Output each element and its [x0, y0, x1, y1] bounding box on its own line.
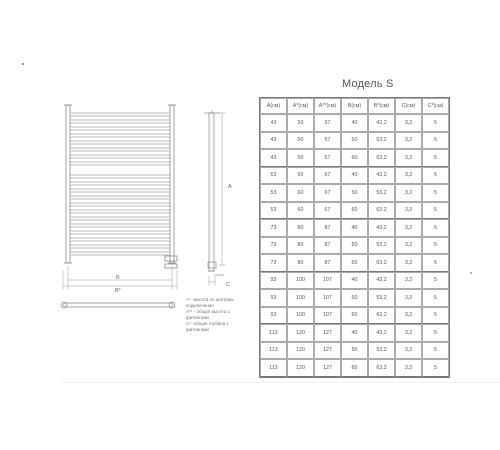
table-row — [260, 219, 449, 237]
rail-bar — [70, 141, 170, 144]
table-cell: 107 — [314, 272, 341, 290]
table-cell: 100 — [287, 289, 314, 307]
table-cell: 60 — [341, 254, 368, 272]
rail-bar — [70, 148, 170, 151]
table-cell: 40 — [341, 167, 368, 185]
table-cell: 63,2 — [368, 254, 395, 272]
top-view — [61, 302, 175, 308]
table-cell: 3,2 — [395, 167, 422, 185]
table-row — [260, 114, 449, 132]
note-line: фитингами — [186, 315, 209, 320]
table-cell: 50 — [341, 184, 368, 202]
table-cell: 80 — [287, 237, 314, 255]
table-cell: 60 — [287, 184, 314, 202]
table-row — [260, 342, 449, 360]
table-cell: 5 — [422, 114, 449, 132]
left-rail — [66, 105, 70, 263]
table-cell: 127 — [314, 324, 341, 342]
rail-bar — [70, 203, 170, 206]
note-line: A** - общая высота с — [186, 309, 230, 314]
note-line: A* -высота по центрам — [186, 297, 234, 302]
table-row — [260, 167, 449, 185]
note-line: подключения — [186, 303, 214, 308]
rail-bar — [70, 120, 170, 123]
table-cell: 60 — [341, 359, 368, 377]
table-cell: 87 — [314, 219, 341, 237]
table-cell: 5 — [422, 202, 449, 220]
table-cell: 5 — [422, 149, 449, 167]
table-cell: 50 — [341, 237, 368, 255]
dimension-b-star-label: B* — [115, 288, 121, 294]
dimension-a-label: A — [228, 184, 232, 190]
table-cell: 5 — [422, 184, 449, 202]
table-cell: 5 — [422, 132, 449, 150]
rail-bar — [70, 224, 170, 227]
table-cell: 53,2 — [368, 289, 395, 307]
table-row — [260, 149, 449, 167]
table-cell: 93 — [260, 307, 287, 325]
table-cell: 3,2 — [395, 114, 422, 132]
table-cell: 57 — [314, 114, 341, 132]
table-cell: 113 — [260, 359, 287, 377]
table-cell: 57 — [314, 149, 341, 167]
table-cell: 3,2 — [395, 132, 422, 150]
rail-bar — [70, 175, 170, 178]
table-cell: 73 — [260, 254, 287, 272]
table-cell: 127 — [314, 342, 341, 360]
table-cell: 40 — [341, 114, 368, 132]
table-cell: 80 — [287, 219, 314, 237]
table-cell: 5 — [422, 342, 449, 360]
table-cell: 80 — [287, 254, 314, 272]
table-cell: 3,2 — [395, 184, 422, 202]
table-cell: 43,2 — [368, 167, 395, 185]
rail-bar — [70, 210, 170, 213]
table-row — [260, 289, 449, 307]
right-rail — [170, 105, 174, 263]
table-row — [260, 184, 449, 202]
spec-table — [259, 97, 450, 378]
table-cell: 53 — [260, 167, 287, 185]
table-cell: 93 — [260, 289, 287, 307]
table-header-row — [260, 98, 449, 114]
table-cell: 120 — [287, 342, 314, 360]
rail-bar — [70, 134, 170, 137]
rail-bar — [70, 196, 170, 199]
table-cell: 3,2 — [395, 359, 422, 377]
table-cell: 100 — [287, 307, 314, 325]
table-cell: 5 — [422, 237, 449, 255]
table-cell: 43 — [260, 114, 287, 132]
rail-bar — [70, 182, 170, 185]
table-row — [260, 202, 449, 220]
column-header: A*(см) — [287, 98, 314, 114]
table-cell: 5 — [422, 289, 449, 307]
table-cell: 5 — [422, 324, 449, 342]
table-cell: 63,2 — [368, 202, 395, 220]
column-header: B(см) — [341, 98, 368, 114]
column-header: C(см) — [395, 98, 422, 114]
table-cell: 73 — [260, 219, 287, 237]
table-cell: 53,2 — [368, 237, 395, 255]
table-cell: 53 — [260, 202, 287, 220]
table-cell: 87 — [314, 237, 341, 255]
table-row — [260, 359, 449, 377]
table-cell: 43 — [260, 132, 287, 150]
table-cell: 57 — [314, 132, 341, 150]
table-cell: 3,2 — [395, 219, 422, 237]
table-cell: 53,2 — [368, 184, 395, 202]
table-cell: 127 — [314, 359, 341, 377]
table-cell: 60 — [341, 149, 368, 167]
table-cell: 3,2 — [395, 254, 422, 272]
table-cell: 50 — [287, 149, 314, 167]
rail-bar — [70, 238, 170, 241]
column-header: A**(см) — [314, 98, 341, 114]
table-cell: 43,2 — [368, 324, 395, 342]
rail-bar — [70, 127, 170, 130]
table-cell: 67 — [314, 167, 341, 185]
table-cell: 93 — [260, 272, 287, 290]
table-cell: 40 — [341, 324, 368, 342]
table-cell: 60 — [341, 202, 368, 220]
table-cell: 50 — [341, 132, 368, 150]
table-cell: 43 — [260, 149, 287, 167]
table-cell: 40 — [341, 219, 368, 237]
table-cell: 120 — [287, 324, 314, 342]
table-cell: 5 — [422, 307, 449, 325]
table-cell: 5 — [422, 272, 449, 290]
table-cell: 63,2 — [368, 307, 395, 325]
table-cell: 63,2 — [368, 149, 395, 167]
table-cell: 43,2 — [368, 272, 395, 290]
table-cell: 50 — [287, 114, 314, 132]
table-cell: 87 — [314, 254, 341, 272]
table-cell: 3,2 — [395, 307, 422, 325]
rail-bar — [70, 245, 170, 248]
table-cell: 3,2 — [395, 237, 422, 255]
table-cell: 43,2 — [368, 114, 395, 132]
dimension-notes — [186, 297, 264, 333]
rail-bar — [70, 162, 170, 165]
table-cell: 67 — [314, 202, 341, 220]
table-cell: 50 — [287, 132, 314, 150]
column-header: B*(см) — [368, 98, 395, 114]
table-cell: 60 — [341, 307, 368, 325]
table-cell: 50 — [341, 342, 368, 360]
table-cell: 53 — [260, 184, 287, 202]
table-cell: 3,2 — [395, 202, 422, 220]
table-cell: 5 — [422, 359, 449, 377]
table-cell: 107 — [314, 289, 341, 307]
table-cell: 63,2 — [368, 359, 395, 377]
table-cell: 40 — [341, 272, 368, 290]
rail-bar — [70, 189, 170, 192]
table-cell: 50 — [341, 289, 368, 307]
column-header: C*(см) — [422, 98, 449, 114]
dimension-c-label: C — [226, 282, 230, 288]
side-view — [204, 110, 224, 275]
table-cell: 3,2 — [395, 342, 422, 360]
rail-bar — [70, 231, 170, 234]
table-cell: 53,2 — [368, 342, 395, 360]
table-cell: 53,2 — [368, 132, 395, 150]
table-cell: 73 — [260, 237, 287, 255]
rail-bar — [70, 252, 170, 255]
note-line: фитингами — [186, 327, 209, 332]
table-cell: 100 — [287, 272, 314, 290]
table-cell: 5 — [422, 167, 449, 185]
rail-bar — [70, 113, 170, 116]
table-cell: 113 — [260, 342, 287, 360]
table-cell: 67 — [314, 184, 341, 202]
table-row — [260, 237, 449, 255]
rail-bar — [70, 155, 170, 158]
table-cell: 113 — [260, 324, 287, 342]
table-cell: 43,2 — [368, 219, 395, 237]
table-cell: 3,2 — [395, 272, 422, 290]
table-cell: 107 — [314, 307, 341, 325]
table-cell: 5 — [422, 219, 449, 237]
table-cell: 3,2 — [395, 289, 422, 307]
model-title: Модель S — [342, 78, 394, 90]
table-cell: 5 — [422, 254, 449, 272]
table-cell: 120 — [287, 359, 314, 377]
dimension-b-label: B — [116, 275, 120, 281]
table-cell: 60 — [287, 202, 314, 220]
table-row — [260, 324, 449, 342]
table-row — [260, 132, 449, 150]
rail-bar — [70, 217, 170, 220]
table-row — [260, 254, 449, 272]
table-row — [260, 272, 449, 290]
table-cell: 60 — [287, 167, 314, 185]
note-line: C* -общая глубина с — [186, 321, 229, 326]
table-cell: 3,2 — [395, 149, 422, 167]
column-header: A(см) — [260, 98, 287, 114]
table-row — [260, 307, 449, 325]
table-cell: 3,2 — [395, 324, 422, 342]
